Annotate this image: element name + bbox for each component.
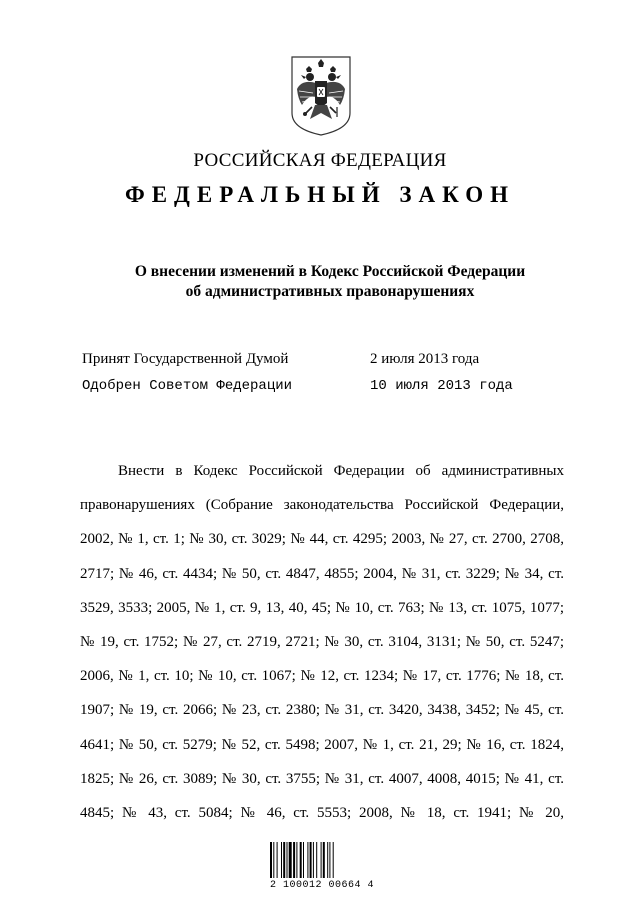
barcode-bar: [310, 842, 312, 878]
coat-of-arms-emblem: [288, 55, 354, 137]
barcode-bar: [289, 842, 292, 878]
barcode-number: 2 100012 00664 4: [270, 880, 375, 891]
body-paragraph: Внести в Кодекс Российской Федерации об административных правонарушениях (Собрание законодательства Российской Федерации, 2002, № 1, ст. 1; № 30, ст. 3029; № 44, ст. 4295; 2003, № 27, ст. 2700, 2708, 2717; № 46, ст. 4434; № 50, ст. 4847, 4855; 2004, № 31, ст. 3229; № 34, ст. 3529, 3533; 2005, № 1, ст. 9, 13, 40, 45; № 10, ст. 763; № 13, ст. 1075, 1077; № 19, ст. 1752; № 27, ст. 2719, 2721; № 30, ст. 3104, 3131; № 50, ст. 5247; 2006, № 1, ст. 10; № 10, ст. 1067; № 12, ст. 1234; № 17, ст. 1776; № 18, ст. 1907; № 19, ст. 2066; № 23, ст. 2380; № 31, ст. 3420, 3438, 3452; № 45, ст. 4641; № 50, ст. 5279; № 52, ст. 5498; 2007, № 1, ст. 21, 29; № 16, ст. 1824, 1825; № 26, ст. 3089; № 30, ст. 3755; № 31, ст. 4007, 4008, 4015; № 41, ст. 4845; № 43, ст. 5084; № 46, ст. 5553; 2008, № 18, ст. 1941; № 20,: [80, 463, 564, 822]
adoption-label: Принят Государственной Думой: [82, 351, 289, 367]
subject-line-2: об административных правонарушениях: [185, 283, 475, 300]
subject-line-1: О внесении изменений в Кодекс Российской Федерации: [134, 263, 526, 280]
barcode-bar: [333, 842, 334, 878]
barcode-bar: [293, 842, 295, 878]
barcode-bar: [273, 842, 274, 878]
adoption-date: 2 июля 2013 года: [370, 351, 480, 367]
barcode-bars: [266, 838, 386, 880]
barcode-bar: [307, 842, 308, 878]
barcode-bar: [316, 842, 317, 878]
barcode-bar: [270, 842, 272, 878]
barcode-bar: [281, 842, 282, 878]
approval-row-federation-council: [82, 378, 582, 400]
approval-date: 10 июля 2013 года: [370, 378, 513, 394]
approval-label: Одобрен Советом Федерации: [82, 378, 293, 394]
barcode-bar: [329, 842, 330, 878]
barcode-bar: [303, 842, 304, 878]
barcode-bar: [327, 842, 328, 878]
double-headed-eagle-icon: [288, 55, 354, 137]
barcode-bar: [313, 842, 314, 878]
barcode-bar: [283, 842, 285, 878]
adoption-row-duma: [82, 351, 582, 373]
barcode-bar: [321, 842, 322, 878]
barcode-bar: [300, 842, 302, 878]
barcode-bar: [277, 842, 278, 878]
law-subject: [0, 262, 640, 302]
country-name: РОССИЙСКАЯ ФЕДЕРАЦИЯ: [193, 150, 447, 171]
barcode-bar: [287, 842, 288, 878]
barcode-bar: [323, 842, 325, 878]
document-type-title: ФЕДЕРАЛЬНЫЙ ЗАКОН: [124, 182, 516, 207]
barcode-bar: [296, 842, 297, 878]
